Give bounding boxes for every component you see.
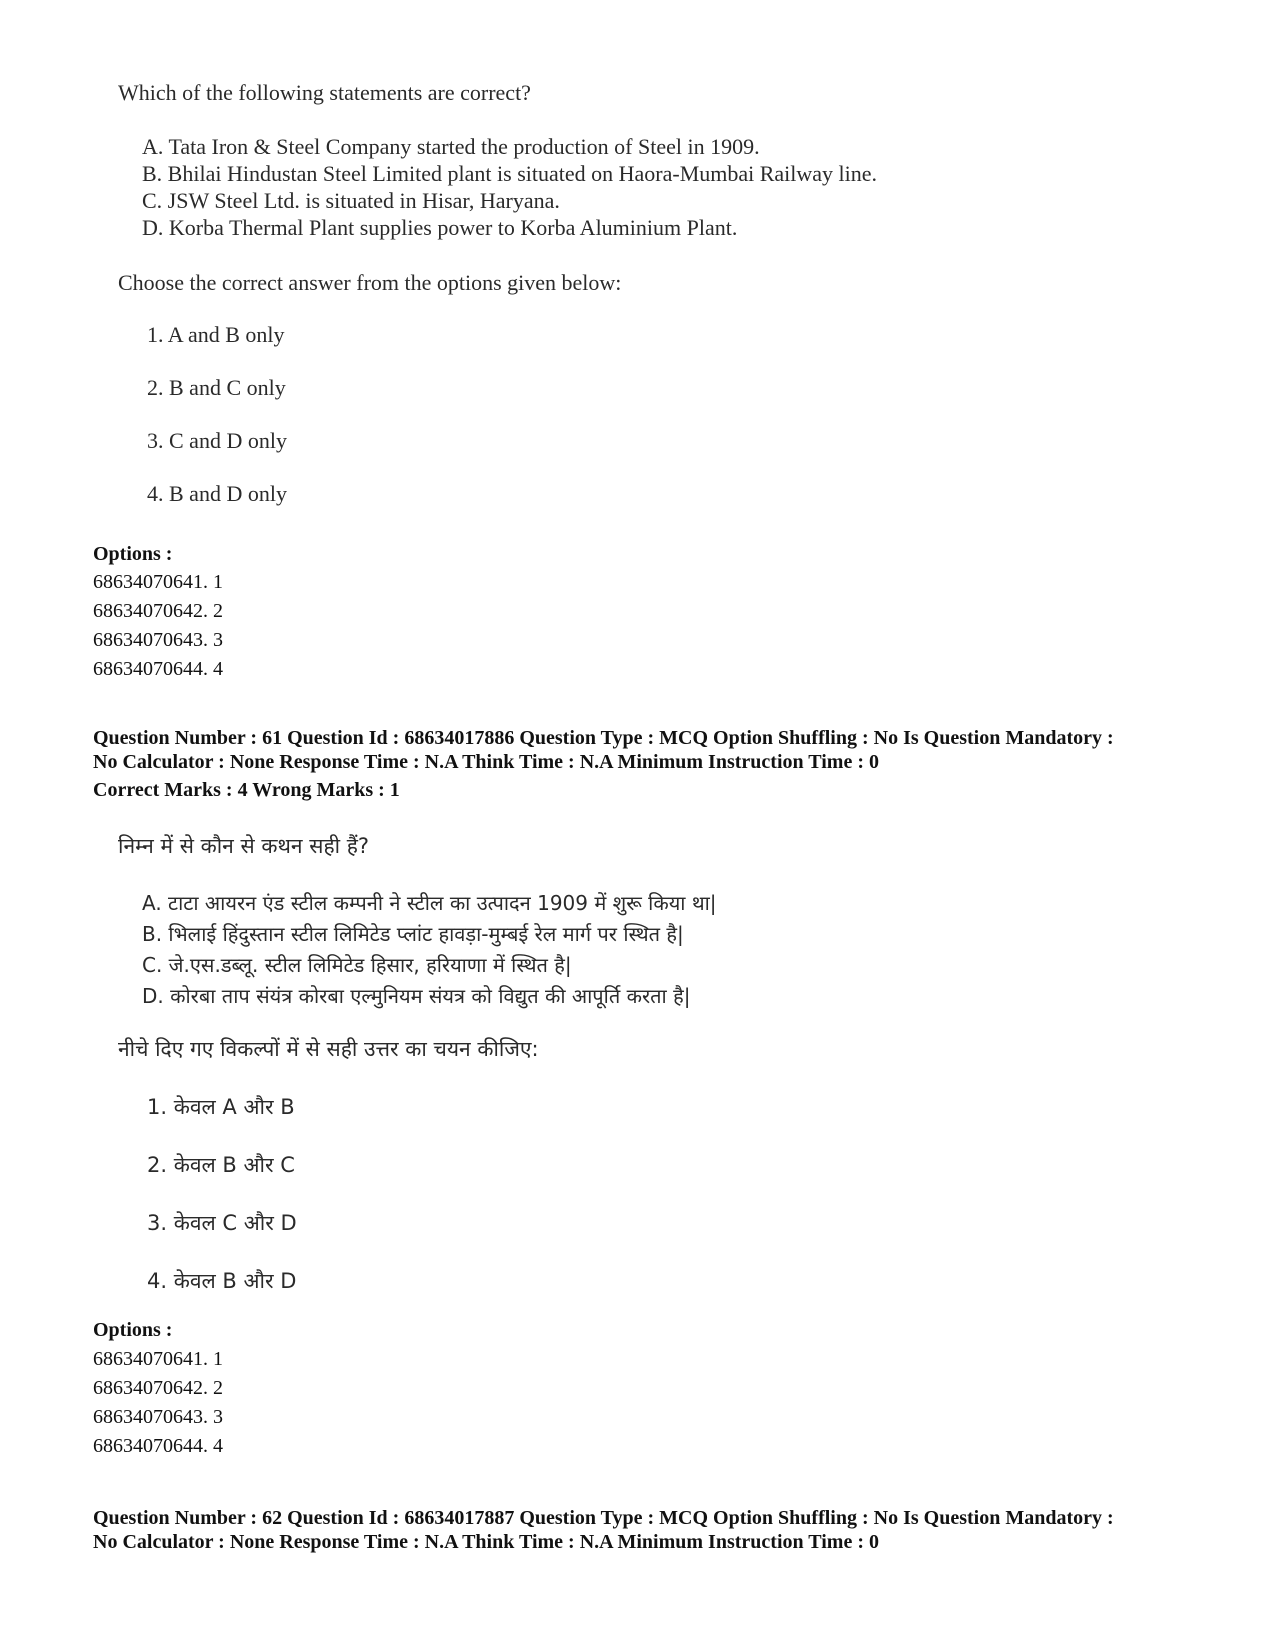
question-meta-line: No Calculator : None Response Time : N.A Think Time : N.A Minimum Instruction Time : 0 bbox=[93, 1531, 879, 1553]
option-item: 68634070641. 1 bbox=[93, 1348, 223, 1370]
english-choice-2: 2. B and C only bbox=[147, 375, 286, 400]
question-61-marks: Correct Marks : 4 Wrong Marks : 1 bbox=[93, 779, 400, 801]
hindi-choice-2: 2. केवल B और C bbox=[147, 1153, 295, 1177]
option-item: 68634070643. 3 bbox=[93, 629, 223, 651]
question-meta-line: Question Number : 61 Question Id : 68634017886 Question Type : MCQ Option Shuffling : No Is Question Mandatory : bbox=[93, 727, 1114, 749]
question-meta-line: Question Number : 62 Question Id : 68634017887 Question Type : MCQ Option Shuffling : No Is Question Mandatory : bbox=[93, 1507, 1114, 1529]
options-list bbox=[93, 1345, 223, 1461]
hindi-statement-a: A. टाटा आयरन एंड स्टील कम्पनी ने स्टील का उत्पादन 1909 में शुरू किया था| bbox=[142, 891, 717, 915]
option-item: 68634070641. 1 bbox=[93, 571, 223, 593]
hindi-statement-list bbox=[142, 888, 717, 1012]
english-statement-d: D. Korba Thermal Plant supplies power to Korba Aluminium Plant. bbox=[142, 215, 738, 240]
options-list bbox=[93, 568, 223, 684]
hindi-statement-d: D. कोरबा ताप संयंत्र कोरबा एल्मुनियम संयत्र को विद्युत की आपूर्ति करता है| bbox=[142, 984, 691, 1008]
english-choice-3: 3. C and D only bbox=[147, 428, 287, 453]
english-statement-c: C. JSW Steel Ltd. is situated in Hisar, Haryana. bbox=[142, 188, 560, 213]
hindi-instruction-text: नीचे दिए गए विकल्पों में से सही उत्तर का चयन कीजिए: bbox=[118, 1037, 539, 1061]
question-meta-line: No Calculator : None Response Time : N.A Think Time : N.A Minimum Instruction Time : 0 bbox=[93, 751, 879, 773]
question-62-meta bbox=[93, 1506, 1114, 1554]
english-statement-b: B. Bhilai Hindustan Steel Limited plant is situated on Haora-Mumbai Railway line. bbox=[142, 161, 878, 186]
english-question-text: Which of the following statements are correct? bbox=[118, 80, 531, 105]
hindi-question-text: निम्न में से कौन से कथन सही हैं? bbox=[118, 834, 370, 858]
english-choice-4: 4. B and D only bbox=[147, 481, 287, 506]
question-61-meta bbox=[93, 726, 1114, 774]
hindi-choice-1: 1. केवल A और B bbox=[147, 1095, 295, 1119]
english-choice-1: 1. A and B only bbox=[147, 322, 285, 347]
hindi-statement-c: C. जे.एस.डब्लू. स्टील लिमिटेड हिसार, हरियाणा में स्थित है| bbox=[142, 953, 572, 977]
hindi-choice-3: 3. केवल C और D bbox=[147, 1211, 297, 1235]
hindi-statement-b: B. भिलाई हिंदुस्तान स्टील लिमिटेड प्लांट हावड़ा-मुम्बई रेल मार्ग पर स्थित है| bbox=[142, 922, 684, 946]
options-heading: Options : bbox=[93, 543, 173, 565]
option-item: 68634070643. 3 bbox=[93, 1406, 223, 1428]
option-item: 68634070644. 4 bbox=[93, 1435, 223, 1457]
english-statement-a: A. Tata Iron & Steel Company started the production of Steel in 1909. bbox=[142, 134, 760, 159]
options-heading: Options : bbox=[93, 1319, 173, 1341]
option-item: 68634070644. 4 bbox=[93, 658, 223, 680]
english-instruction-text: Choose the correct answer from the options given below: bbox=[118, 270, 622, 295]
english-statement-list bbox=[142, 133, 877, 241]
hindi-choice-4: 4. केवल B और D bbox=[147, 1269, 297, 1293]
option-item: 68634070642. 2 bbox=[93, 600, 223, 622]
option-item: 68634070642. 2 bbox=[93, 1377, 223, 1399]
